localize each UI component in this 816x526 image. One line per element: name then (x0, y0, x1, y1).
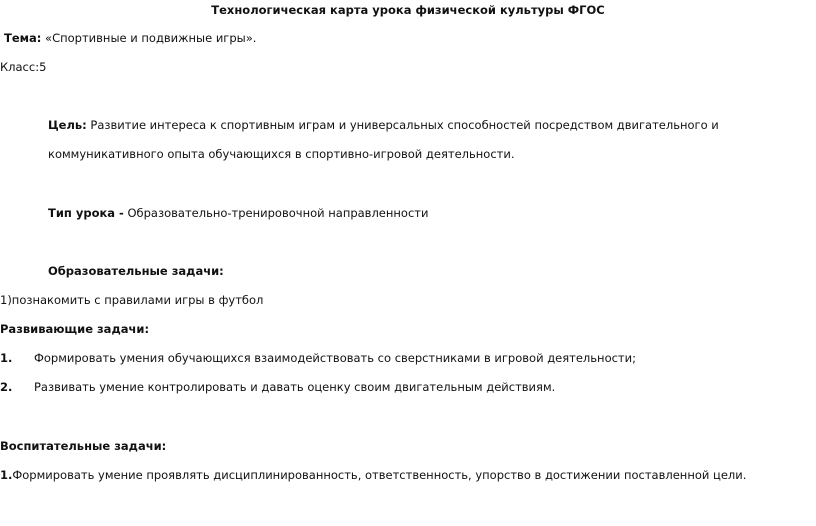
upbringing-item-1-text: Формировать умение проявлять дисциплинированность, ответственность, упорство в достижении поставленной цели. (12, 468, 747, 482)
lesson-type-value: Образовательно-тренировочной направленности (123, 206, 429, 220)
topic-value: «Спортивные и подвижные игры». (41, 31, 257, 45)
grade-line: Класс:5 (0, 60, 47, 74)
goal-text-1: Развитие интереса к спортивным играм и универсальных способностей посредством двигательного и (86, 118, 719, 132)
goal-line-1 (48, 118, 719, 132)
developing-item-1-number: 1. (0, 351, 13, 365)
developing-item-2 (0, 380, 555, 394)
developing-item-2-number: 2. (0, 380, 13, 394)
lesson-type-line (48, 206, 428, 220)
upbringing-item-1 (0, 468, 746, 482)
educational-heading: Образовательные задачи: (48, 264, 224, 278)
developing-item-1 (0, 351, 636, 365)
goal-line-2: коммуникативного опыта обучающихся в спортивно-игровой деятельности. (48, 147, 515, 161)
topic-line (4, 31, 256, 45)
developing-item-1-text: Формировать умения обучающихся взаимодействовать со сверстниками в игровой деятельности; (34, 351, 636, 365)
topic-label: Тема: (4, 31, 42, 45)
developing-item-2-text: Развивать умение контролировать и давать оценку своим двигательным действиям. (34, 380, 556, 394)
lesson-type-label: Тип урока - (48, 206, 124, 220)
goal-label: Цель: (48, 118, 87, 132)
educational-item-1: 1)познакомить с правилами игры в футбол (0, 293, 264, 307)
upbringing-item-1-number: 1. (0, 468, 13, 482)
document-title: Технологическая карта урока физической культуры ФГОС (211, 3, 605, 17)
developing-heading: Развивающие задачи: (0, 322, 150, 336)
upbringing-heading: Воспитательные задачи: (0, 439, 167, 453)
